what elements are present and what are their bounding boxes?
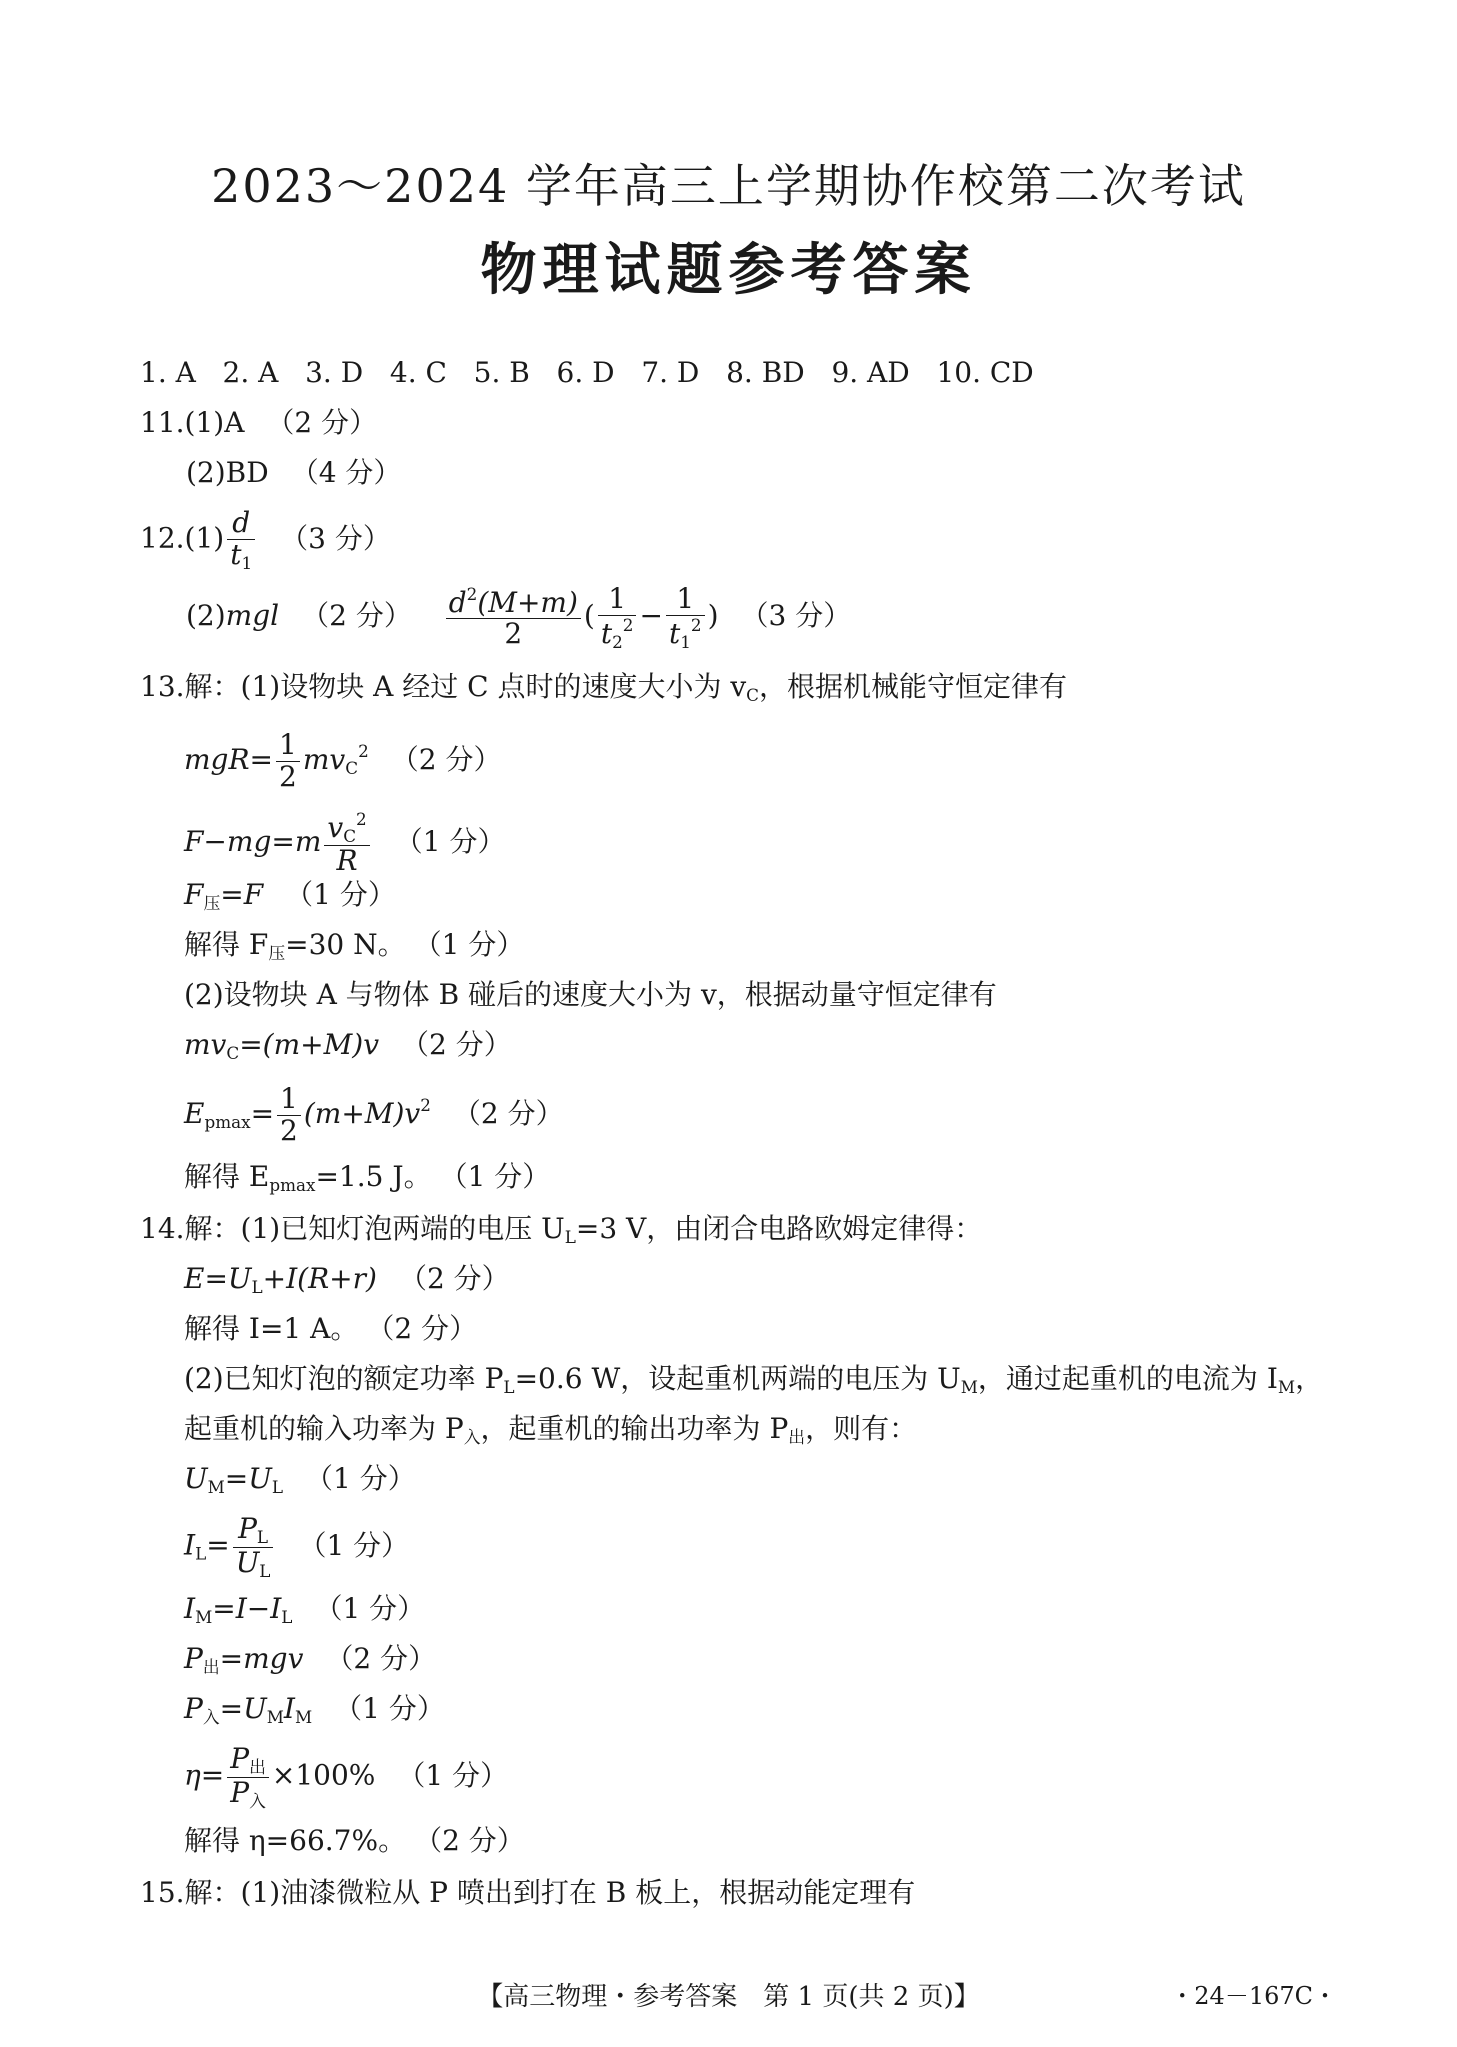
q11-part2: (2)BD （4 分） — [186, 456, 402, 489]
q14-eq2: $U_M=U_L$ （1 分） — [184, 1462, 416, 1498]
q13-eq5: $E_{pmax}=$ $\frac{1}{2}$ $(m+M)v^2$ （2 分） — [184, 1082, 564, 1147]
q15-intro: 15.解：(1)油漆微粒从 P 喷出到打在 B 板上，根据动能定理有 — [140, 1876, 916, 1909]
q12-part2: (2)mgl （2 分） $\frac{d^2(M+m)}{2}$ ( $\frac{1}{t_2^2}$ − $\frac{1}{t_1^2}$ ) （3 分） — [186, 582, 852, 652]
q14-eq4: $I_M=I-I_L$ （1 分） — [184, 1592, 426, 1628]
q14-eq1: $E=U_L+I(R+r)$ （2 分） — [184, 1262, 510, 1298]
answer-item: 7. D — [641, 356, 700, 389]
answer-item: 5. B — [473, 356, 530, 389]
answer-item: 8. BD — [726, 356, 805, 389]
q14-eq6: $P_入=U_MI_M$ （1 分） — [184, 1692, 445, 1728]
q12-part1: 12.(1) $\frac{d}{t_1}$ （3 分） — [140, 506, 391, 573]
q14-eq3: $I_L=$ $\frac{P_L}{U_L}$ （1 分） — [184, 1512, 410, 1581]
q13-eq3: $F_压=F$ （1 分） — [184, 878, 396, 914]
q14-eq7: η= $\frac{P_出}{P_入}$ ×100% （1 分） — [184, 1742, 509, 1811]
document-code: ・24－167C・ — [1170, 1982, 1337, 2010]
q13-part2-intro: (2)设物块 A 与物体 B 碰后的速度大小为 v，根据动量守恒定律有 — [184, 978, 997, 1011]
answer-item: 1. A — [140, 356, 196, 389]
q13-eq2: F−mg=m $\frac{v_C^2}{R}$ （1 分） — [184, 809, 506, 878]
q14-intro: 14.解：(1)已知灯泡两端的电压 $U_L=3$ V，由闭合电路欧姆定律得： — [140, 1212, 983, 1248]
q14-eq5: $P_出=mgv$ （2 分） — [184, 1642, 437, 1678]
q14-result2: 解得 η=66.7%。 （2 分） — [184, 1824, 525, 1857]
q13-intro: 13.解：(1)设物块 A 经过 C 点时的速度大小为 $v_C$，根据机械能守恒定律有 — [140, 670, 1068, 706]
choice-answers — [140, 356, 1034, 390]
q14-part2-line2: 起重机的输入功率为 $P_入$，起重机的输出功率为 $P_出$，则有： — [184, 1412, 918, 1448]
answer-item: 10. CD — [936, 356, 1034, 389]
page-title: 2023～2024 学年高三上学期协作校第二次考试 — [211, 159, 1246, 213]
q11-part1: 11.(1)A （2 分） — [140, 406, 378, 439]
answer-item: 4. C — [389, 356, 447, 389]
page-subtitle: 物理试题参考答案 — [480, 238, 977, 303]
q14-part2-line1: (2)已知灯泡的额定功率 $P_L=0.6$ W，设起重机两端的电压为 $U_M$，通过起重机的电流为 $I_M$， — [184, 1362, 1324, 1398]
q13-result1: 解得 $F_压=30$ N。 （1 分） — [184, 928, 525, 964]
answer-item: 6. D — [556, 356, 615, 389]
q13-eq4: $mv_C=(m+M)v$ （2 分） — [184, 1028, 512, 1064]
answer-item: 2. A — [222, 356, 279, 389]
q13-eq1: mgR= $\frac{1}{2}$ $mv_C^2$ （2 分） — [184, 728, 502, 793]
q14-result1: 解得 I=1 A。 （2 分） — [184, 1312, 478, 1345]
page-footer: 【高三物理・参考答案 第 1 页(共 2 页)】 — [477, 1982, 980, 2012]
q13-result2: 解得 $E_{pmax}=1.5$ J。 （1 分） — [184, 1160, 551, 1196]
answer-item: 9. AD — [831, 356, 910, 389]
answer-item: 3. D — [305, 356, 364, 389]
